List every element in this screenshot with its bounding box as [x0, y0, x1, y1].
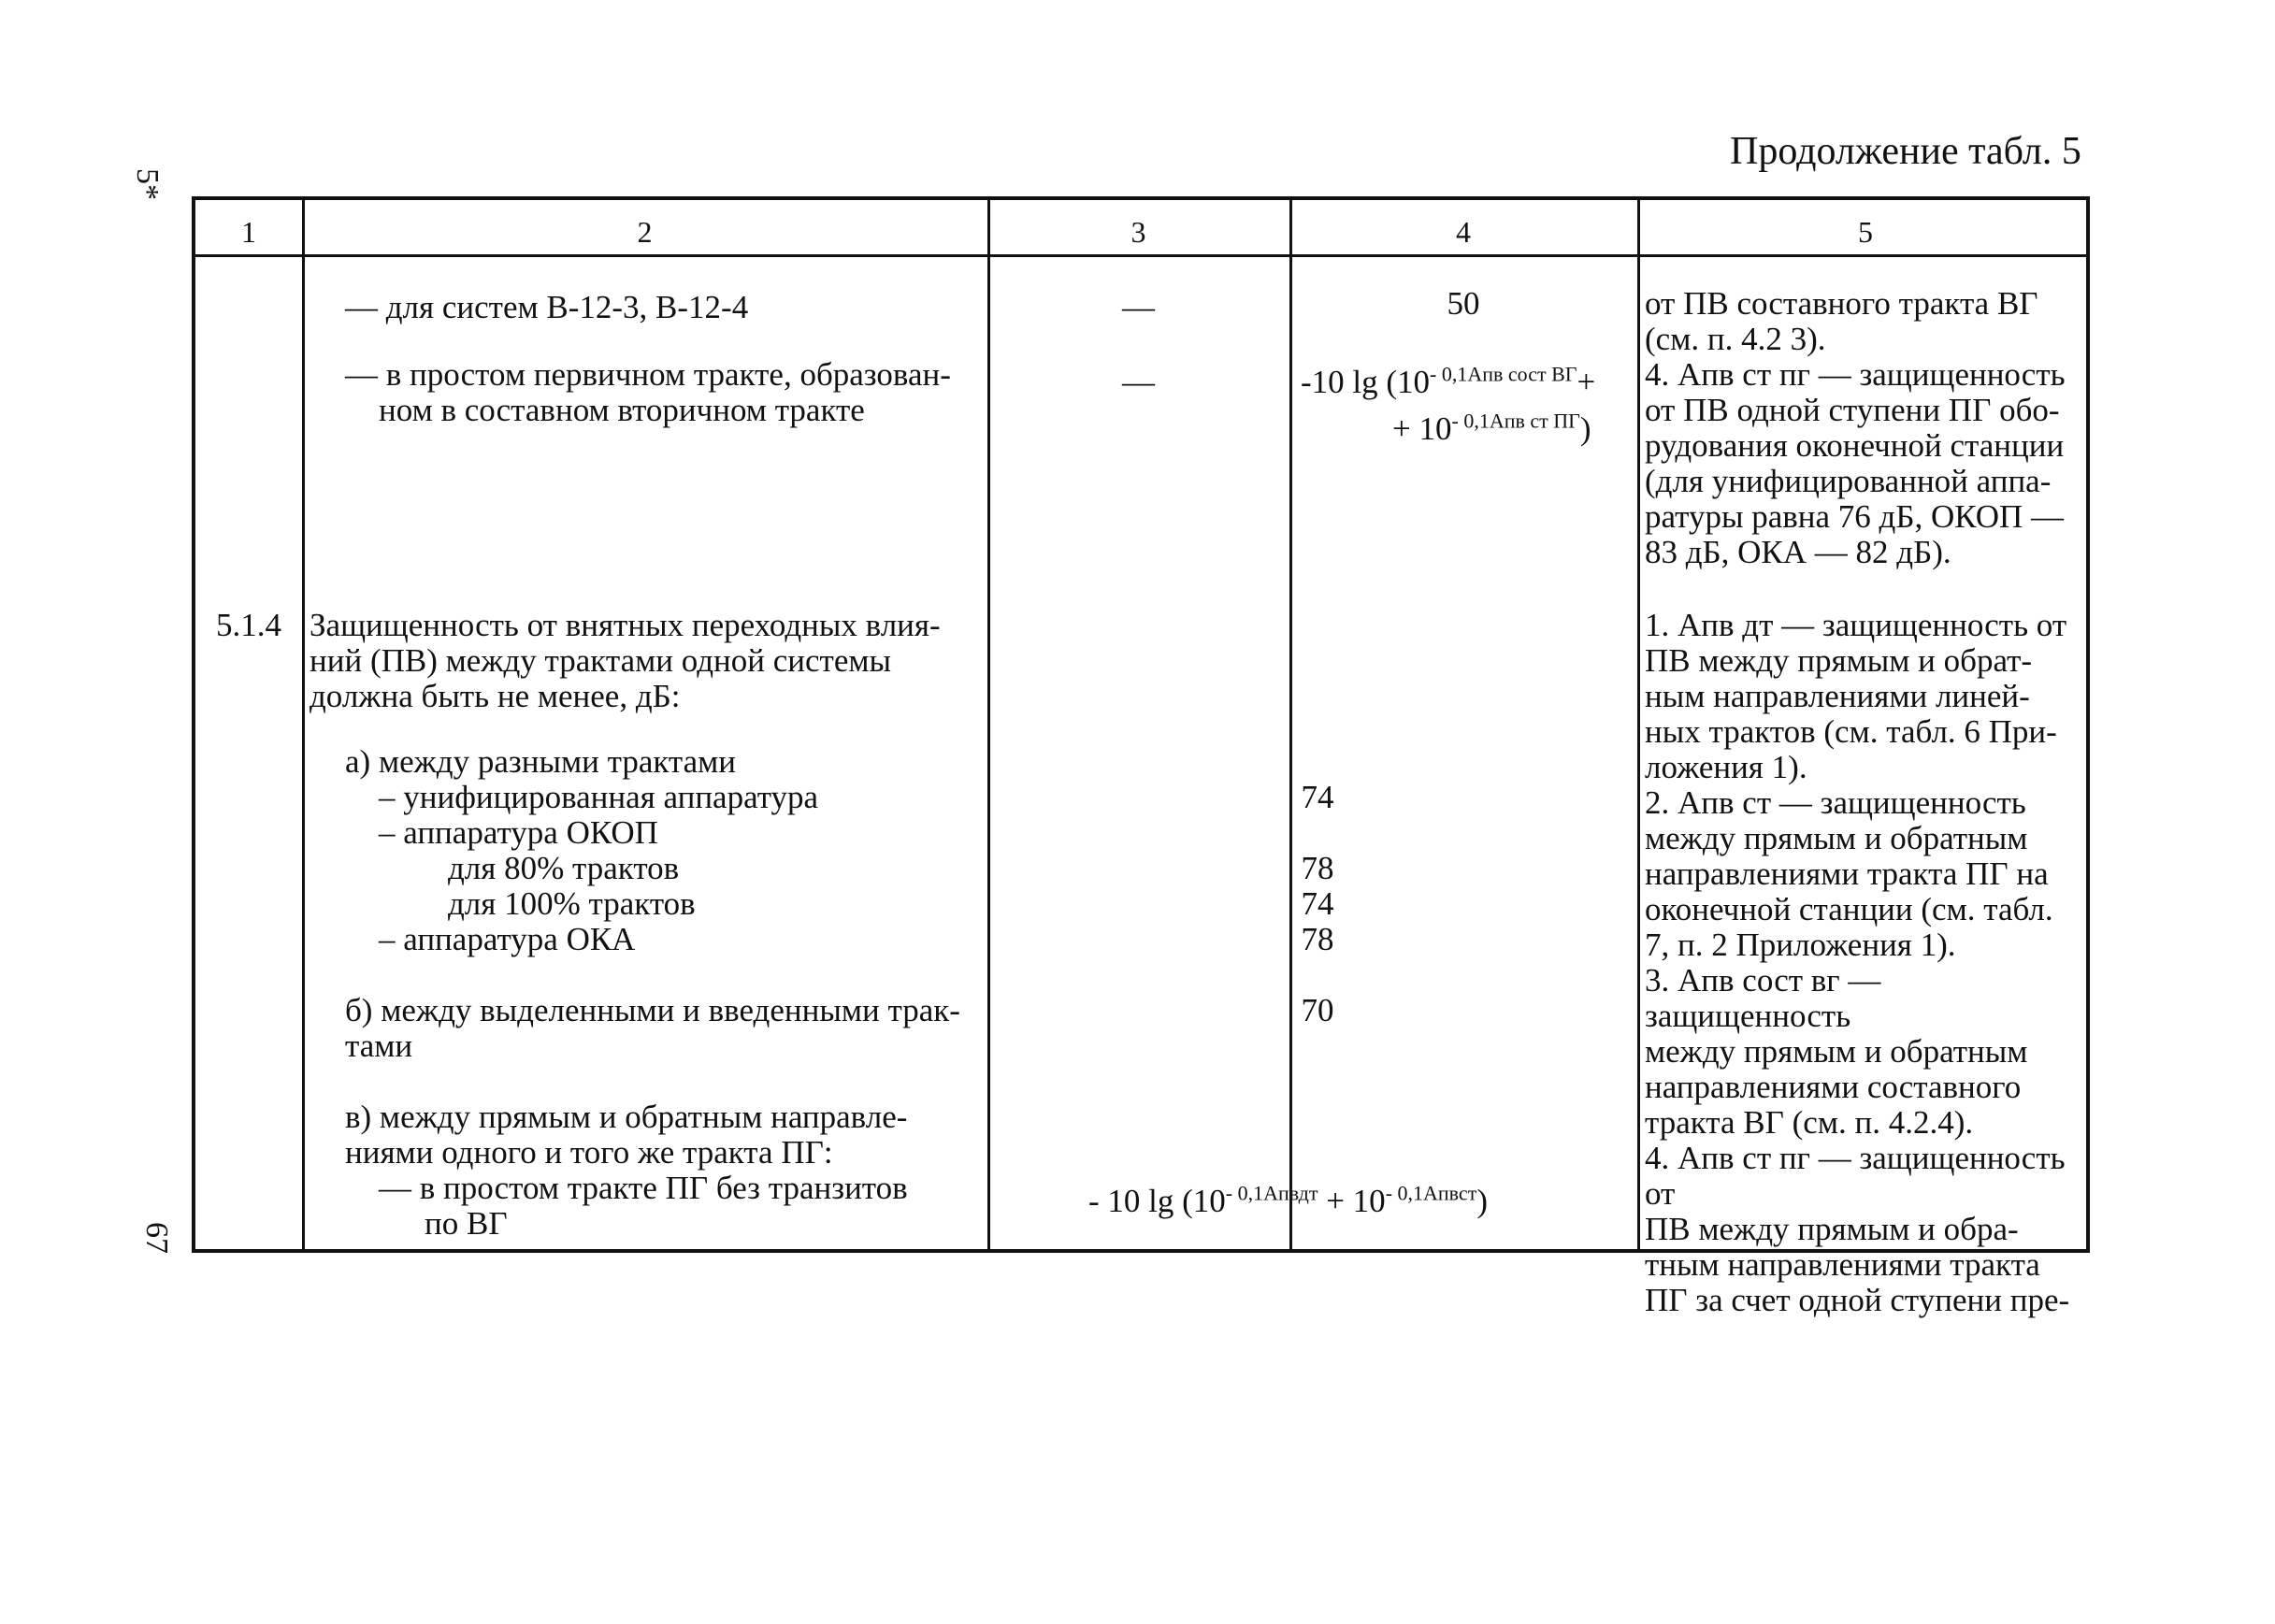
formula-part: -10 lg (10	[1301, 364, 1431, 400]
col-divider-2	[987, 200, 990, 1249]
note-line: 4. Апв ст пг — защищенность от	[1645, 1140, 2066, 1212]
item-b-line2: тами	[345, 1028, 413, 1064]
row-a-col2-line2b: ном в составном вторичном тракте	[379, 392, 865, 428]
item-c-formula	[1088, 1181, 1488, 1219]
note-line: направлениями составного	[1645, 1069, 2022, 1105]
note-line: рудования оконечной станции	[1645, 427, 2065, 464]
col-divider-1	[302, 200, 305, 1249]
note-line: направлениями тракта ПГ на	[1645, 855, 2049, 892]
formula-part: +	[1577, 364, 1596, 400]
item-a3-value: 78	[1301, 921, 1334, 957]
note-line: тракта ВГ (см. п. 4.2.4).	[1645, 1104, 1974, 1141]
intro-line: должна быть не менее, дБ:	[310, 678, 681, 714]
row-b-col2-intro	[310, 608, 941, 714]
item-a2-label: – аппаратура ОКОП	[379, 814, 658, 851]
item-a2-1-value: 78	[1301, 850, 1334, 886]
formula-part: )	[1476, 1183, 1488, 1219]
formula-part: + 10	[1317, 1183, 1386, 1219]
note-line: (см. п. 4.2 3).	[1645, 321, 1826, 357]
side-mark-top: 5*	[130, 168, 165, 200]
item-a1-label: – унифицированная аппаратура	[379, 779, 819, 815]
formula-exponent: - 0,1Апвдт	[1225, 1181, 1318, 1205]
table-5-continuation	[192, 196, 2090, 1318]
item-a3-label: – аппаратура ОКА	[379, 921, 636, 957]
note-line: между прямым и обратным	[1645, 820, 2028, 856]
formula-part: - 10 lg (10	[1088, 1183, 1226, 1219]
intro-line: Защищенность от внятных переходных влия-	[310, 607, 941, 643]
formula-part: )	[1579, 410, 1591, 447]
note-line: 4. Апв ст пг — защищенность	[1645, 356, 2066, 393]
continuation-title: Продолжение табл. 5	[1730, 130, 2081, 173]
formula-exponent: - 0,1Апвст	[1385, 1181, 1477, 1205]
row-a-col4-formula-line1	[1301, 362, 1596, 400]
formula-exponent: - 0,1Апв ст ПГ	[1451, 409, 1580, 433]
note-line: 1. Апв дт — защищенность от	[1645, 607, 2067, 643]
note-line: 2. Апв ст — защищенность	[1645, 784, 2026, 821]
row-b-col5-notes	[1645, 608, 2077, 1318]
row-a-col5-notes	[1645, 286, 2077, 570]
row-a-col4-formula-line2	[1392, 411, 1591, 447]
note-line: ных трактов (см. табл. 6 При-	[1645, 713, 2057, 750]
row-b-number: 5.1.4	[216, 607, 281, 643]
note-line: 83 дБ, ОКА — 82 дБ).	[1645, 534, 1951, 570]
item-c-line4: по ВГ	[425, 1205, 508, 1242]
header-col-4: 4	[1456, 215, 1471, 249]
item-b-value: 70	[1301, 992, 1334, 1028]
side-page-number: 67	[139, 1222, 174, 1254]
note-line: 3. Апв сост вг — защищенность	[1645, 962, 1881, 1034]
header-col-5: 5	[1858, 215, 1873, 249]
item-c-line1: в) между прямым и обратным направле-	[345, 1099, 908, 1135]
header-divider	[195, 254, 2086, 257]
note-line: оконечной станции (см. табл.	[1645, 891, 2053, 927]
note-line: от ПВ составного тракта ВГ	[1645, 285, 2038, 322]
note-line: ПГ за счет одной ступени пре-	[1645, 1282, 2070, 1318]
note-line: от ПВ одной ступени ПГ обо-	[1645, 392, 2060, 428]
note-line: ратуры равна 76 дБ, ОКОП —	[1645, 498, 2065, 535]
item-c-line2: ниями одного и того же тракта ПГ:	[345, 1134, 833, 1171]
note-line: ложения 1).	[1645, 749, 1807, 785]
item-a2-1-label: для 80% трактов	[448, 850, 680, 886]
header-col-1: 1	[241, 215, 256, 249]
row-a-col2-line1: — для систем В-12-3, В-12-4	[345, 289, 749, 325]
item-a-heading: а) между разными трактами	[345, 743, 737, 780]
row-a-col3-line1: —	[1122, 289, 1155, 325]
header-col-2: 2	[637, 215, 653, 249]
note-line: 7, п. 2 Приложения 1).	[1645, 927, 1956, 963]
formula-part: + 10	[1392, 410, 1452, 447]
row-a-col2-line2a: — в простом первичном тракте, образован-	[345, 356, 951, 393]
formula-exponent: - 0,1Апв сост ВГ	[1430, 362, 1577, 386]
item-a2-2-label: для 100% трактов	[448, 885, 696, 922]
item-b-line1: б) между выделенными и введенными трак-	[345, 992, 960, 1028]
item-a1-value: 74	[1301, 779, 1334, 815]
note-line: (для унифицированной аппа-	[1645, 463, 2052, 499]
col-divider-3	[1289, 200, 1292, 1249]
header-col-3: 3	[1130, 215, 1146, 249]
note-line: тным направлениями тракта	[1645, 1246, 2040, 1283]
row-a-col4-line1: 50	[1447, 285, 1480, 322]
col-divider-4	[1637, 200, 1640, 1249]
item-a2-2-value: 74	[1301, 885, 1334, 922]
row-a-col3-line2: —	[1122, 364, 1155, 400]
note-line: ПВ между прямым и обра-	[1645, 1211, 2019, 1247]
note-line: между прямым и обратным	[1645, 1033, 2028, 1070]
note-line: ным направлениями линей-	[1645, 678, 2030, 714]
item-c-line3: — в простом тракте ПГ без транзитов	[379, 1170, 908, 1206]
intro-line: ний (ПВ) между трактами одной системы	[310, 642, 892, 679]
note-line: ПВ между прямым и обрат-	[1645, 642, 2033, 679]
